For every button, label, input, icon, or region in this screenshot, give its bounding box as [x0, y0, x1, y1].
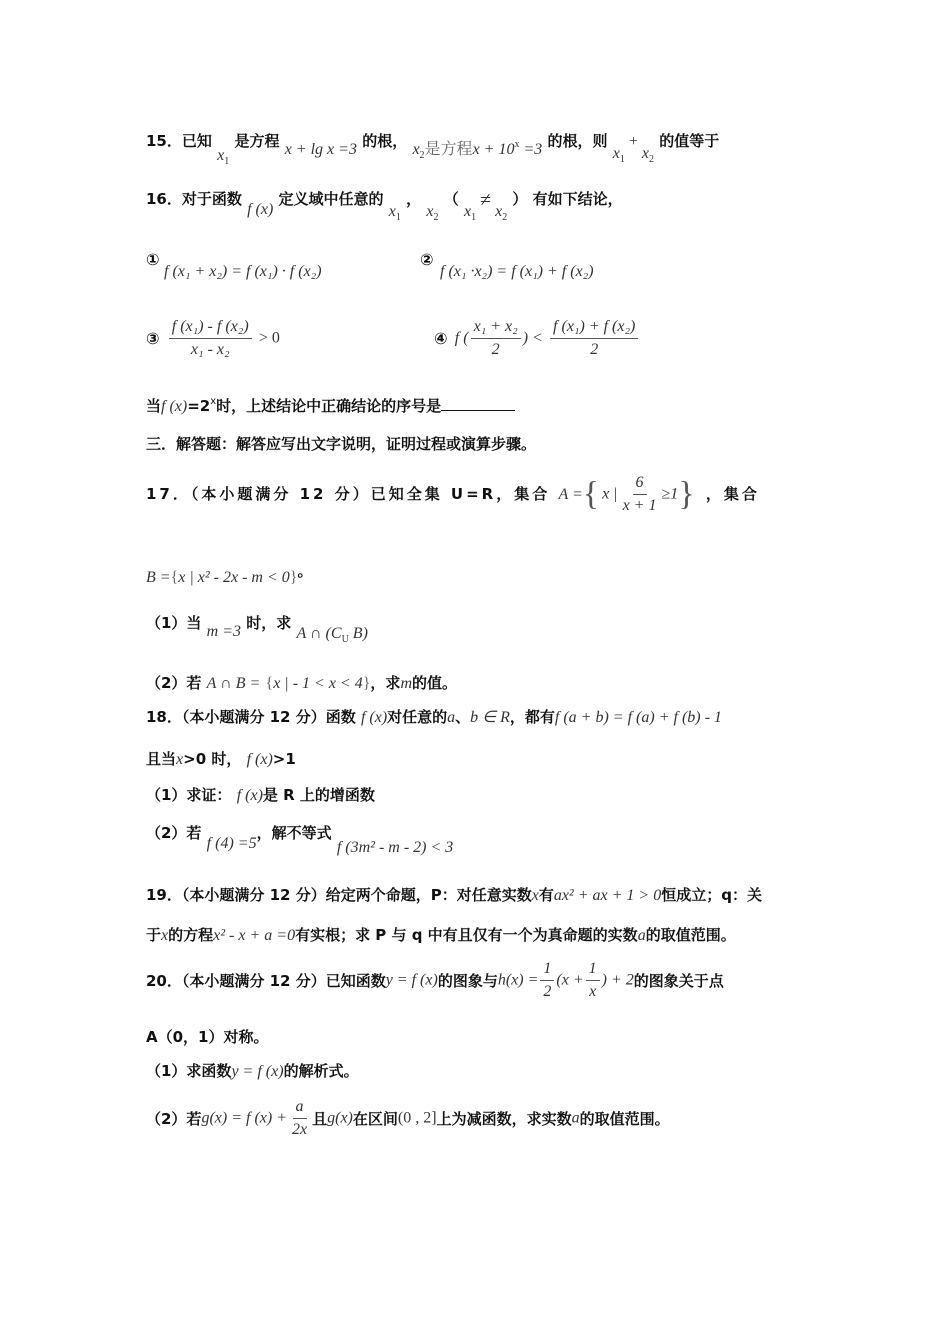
q16-text: 定义域中任意的	[278, 190, 384, 208]
q18-part2: （2）若 f (4) =5，解不等式 f (3m² - m - 2) < 3	[146, 824, 454, 856]
q15-line: 15．已知 $x_1$ 是方程 x + lg x =3 的根， $x_2$是方程$x + 10^x =3$ 的根，则 $x_1 + x_2$ 的值等于	[146, 132, 720, 167]
q16-line: 16．对于函数 f (x) 定义域中任意的 $x_1$ ， $x_2$ （ $x_1 \ne x_2$ ） 有如下结论，	[146, 189, 623, 223]
q16-conclusion-3: ③ $\frac{\text{f (x₁) - f (x₂)}}{\text{x₁ - x₂}}$ > 0	[146, 318, 280, 358]
q20-line1: 20．（本小题满分 12 分）已知函数y = f (x)的图象与h(x) = $\frac{1}{2}$ (x + $\frac{1}{x}$ ) + 2的图象关于点	[146, 960, 724, 1000]
q19-line1: 19．（本小题满分 12 分）给定两个命题，P：对任意实数x有ax² + ax + 1 > 0恒成立；q：关	[146, 886, 762, 904]
q15-x1: x	[217, 147, 225, 164]
q20-line2: A（0，1）对称。	[146, 1028, 269, 1046]
q15-text4: 的值等于	[659, 132, 720, 150]
q16-ask: 当f $(x)=2^x$时，上述结论中正确结论的序号是	[146, 395, 515, 416]
q15-text: 是方程	[234, 132, 280, 150]
q18-part1: （1）求证： f (x)是 R 上的增函数	[146, 786, 375, 804]
q18-line2: 且当x>0 时， f (x)>1	[146, 750, 296, 768]
q16-f: f (x)	[247, 201, 274, 218]
q18-line: 18．（本小题满分 12 分）函数 f (x)对任意的a、b ∈ R，都有f (a + b) = f (a) + f (b) - 1	[146, 708, 722, 726]
answer-blank[interactable]	[441, 398, 515, 411]
q20-part2: （2）若g(x) = f (x) + $\frac{a}{2x}$ 且g(x)在区间(0 , 2]上为减函数，求实数a的取值范围。	[146, 1098, 670, 1138]
q17-line: 17．（本小题满分 12 分）已知全集 U=R，集合 A ={x | $\frac{6}{x + 1}$ ≥1} ，集合	[146, 474, 760, 514]
q16-text2: 有如下结论，	[532, 190, 623, 208]
q15-label: 15．已知	[146, 132, 212, 150]
q16-conclusion-1: ①	[146, 250, 160, 269]
q19-line2: 于x的方程x² - x + a =0有实根；求 P 与 q 中有且仅有一个为真命题的实数a的取值范围。	[146, 926, 736, 944]
q17-part2: （2）若 A ∩ B = {x | - 1 < x < 4}，求m的值。	[146, 674, 458, 692]
section-3-heading: 三．解答题：解答应写出文字说明，证明过程或演算步骤。	[146, 435, 537, 453]
q16-conclusion-2-expr: f (x₁ ·x₂) = f (x₁) + f (x₂)	[440, 263, 594, 280]
q15-text3: 的根，则	[547, 132, 608, 150]
q15-eq2: $x_2$是方程$x + 10^x =3$	[412, 139, 543, 161]
q16-conclusion-2: ②	[420, 250, 434, 269]
q17-part1: （1）当 m =3 时，求 A ∩ ($C_U$ B)	[146, 614, 368, 645]
q16-label: 16．对于函数	[146, 190, 242, 208]
q15-sum: $x_1 + x_2$	[612, 133, 654, 165]
q16-conclusion-4: ④ f ( $\frac{\text{x₁ + x₂}}{2}$ ) < $\frac{\text{f (x₁) + f (x₂)}}{2}$	[434, 318, 640, 359]
q17-setB: B ={x | x² - 2x - m < 0}。	[146, 562, 313, 586]
q15-text2: 的根，	[362, 132, 408, 150]
q16-conclusion-1-expr: f (x₁ + x₂) = f (x₁) · f (x₂)	[164, 263, 322, 280]
q20-part1: （1）求函数y = f (x)的解析式。	[146, 1062, 359, 1080]
q15-eq1: x + lg x =3	[284, 141, 357, 158]
